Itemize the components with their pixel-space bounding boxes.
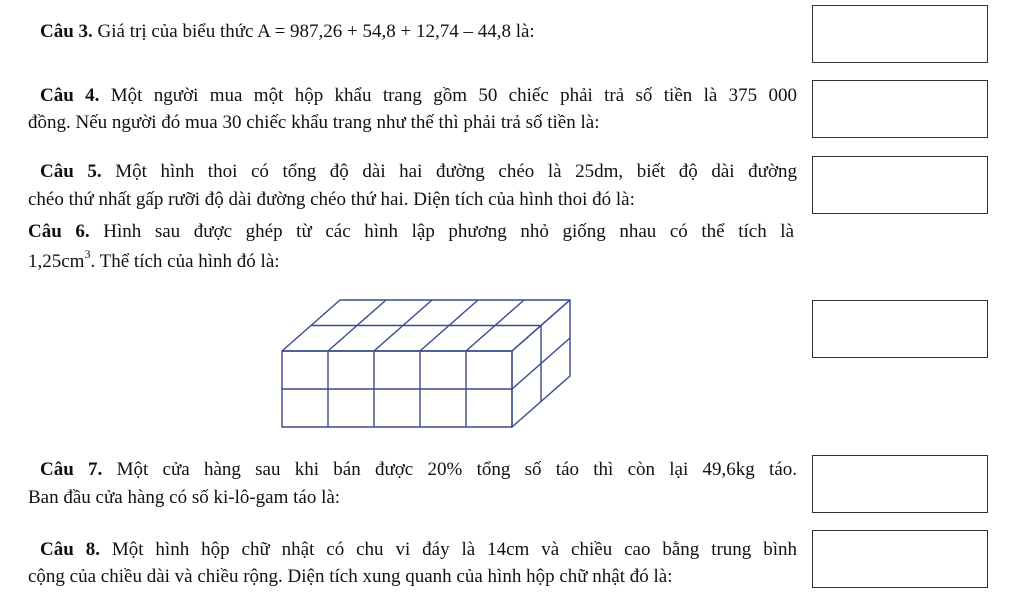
question-6-line-1	[28, 220, 794, 244]
answer-box-8[interactable]	[812, 530, 988, 588]
question-5-text-2: chéo thứ nhất gấp rưỡi độ dài đường chéo thứ hai. Diện tích của hình thoi đó là:	[28, 189, 635, 210]
question-7-text-2: Ban đầu cửa hàng có số ki-lô-gam táo là:	[28, 487, 341, 508]
question-6-exponent: 3	[84, 246, 91, 261]
question-8-text-2: cộng của chiều dài và chiều rộng. Diện tích xung quanh của hình hộp chữ nhật đó là:	[28, 566, 673, 587]
question-7-text-1: Một cửa hàng sau khi bán được 20% tổng số táo thì còn lại 49,6kg táo.	[116, 459, 797, 480]
answer-box-3[interactable]	[812, 5, 988, 63]
answer-box-7[interactable]	[812, 455, 988, 513]
question-4-line-1	[40, 84, 797, 108]
question-4-line-2	[28, 111, 599, 135]
question-8-label: Câu 8.	[40, 539, 100, 560]
cuboid-figure	[276, 296, 576, 436]
question-7-label: Câu 7.	[40, 459, 103, 480]
question-8-line-1	[40, 538, 797, 562]
question-4-text-2: đồng. Nếu người đó mua 30 chiếc khẩu trang như thế thì phải trả số tiền là:	[28, 112, 600, 133]
answer-box-6[interactable]	[812, 300, 988, 358]
question-5-label: Câu 5.	[40, 161, 102, 182]
question-8-line-2	[28, 565, 673, 589]
question-7-line-2	[28, 486, 340, 510]
question-5-line-2	[28, 188, 635, 212]
question-5-line-1	[40, 160, 797, 184]
question-4-text-1: Một người mua một hộp khẩu trang gồm 50 chiếc phải trả số tiền là 375 000	[110, 85, 798, 106]
question-5-text-1: Một hình thoi có tổng độ dài hai đường chéo là 25dm, biết độ dài đường	[115, 161, 797, 182]
answer-box-5[interactable]	[812, 156, 988, 214]
question-7-line-1	[40, 458, 797, 482]
question-4-label: Câu 4.	[40, 85, 100, 106]
question-6-label: Câu 6.	[28, 221, 90, 242]
question-3-text: Giá trị của biểu thức A = 987,26 + 54,8 + 12,74 – 44,8 là:	[97, 21, 535, 42]
question-3	[40, 20, 535, 44]
question-6-volume: 1,25cm	[28, 251, 85, 272]
question-6-text-2: . Thể tích của hình đó là:	[90, 251, 280, 272]
answer-box-4[interactable]	[812, 80, 988, 138]
question-6-text-1: Hình sau được ghép từ các hình lập phương nhỏ giống nhau có thể tích là	[103, 221, 795, 242]
question-6-line-2	[28, 246, 280, 274]
question-3-label: Câu 3.	[40, 21, 93, 42]
question-8-text-1: Một hình hộp chữ nhật có chu vi đáy là 14cm và chiều cao bằng trung bình	[111, 539, 797, 560]
